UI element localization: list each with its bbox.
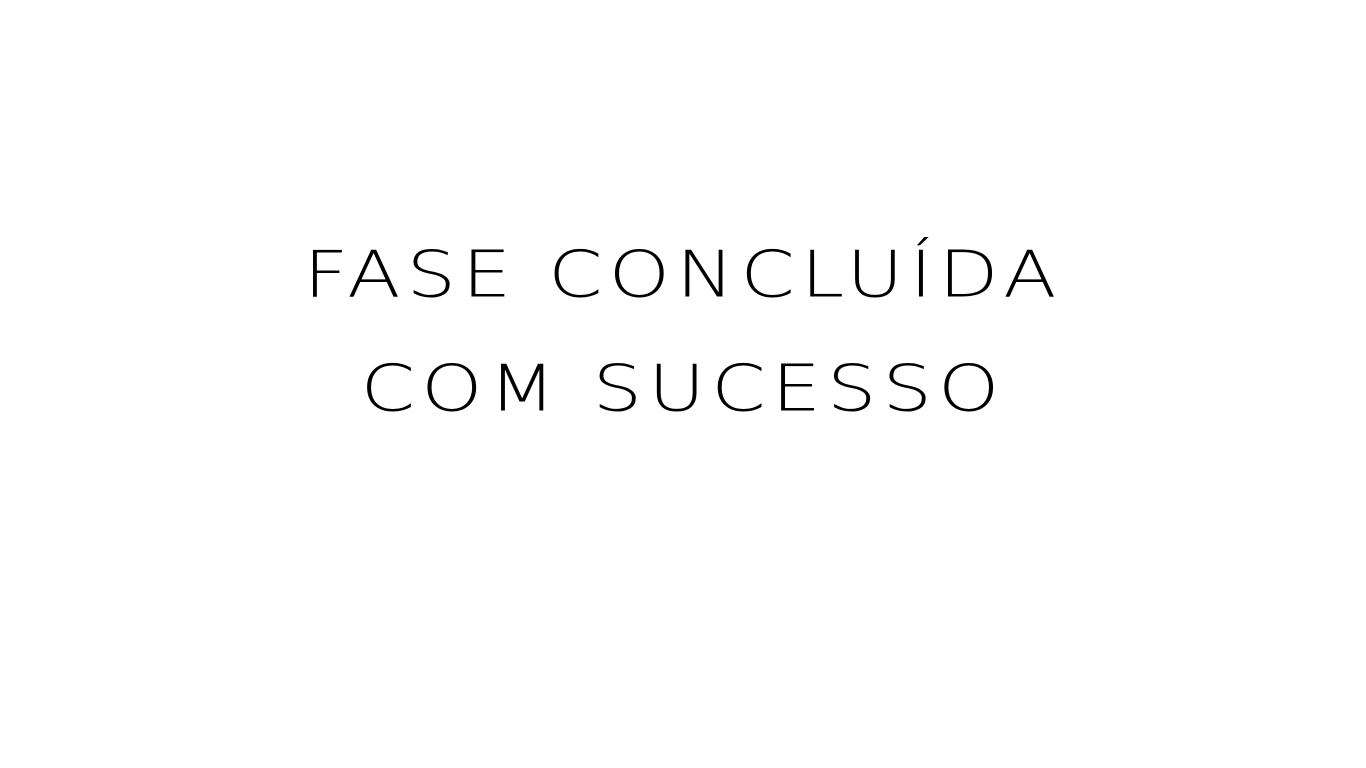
success-text: COM SUCESSO [360, 352, 1006, 426]
completion-message-line-2 [0, 350, 1366, 428]
phase-completed-text: FASE CONCLUÍDA [303, 238, 1063, 312]
completion-message-line-1 [0, 236, 1366, 314]
